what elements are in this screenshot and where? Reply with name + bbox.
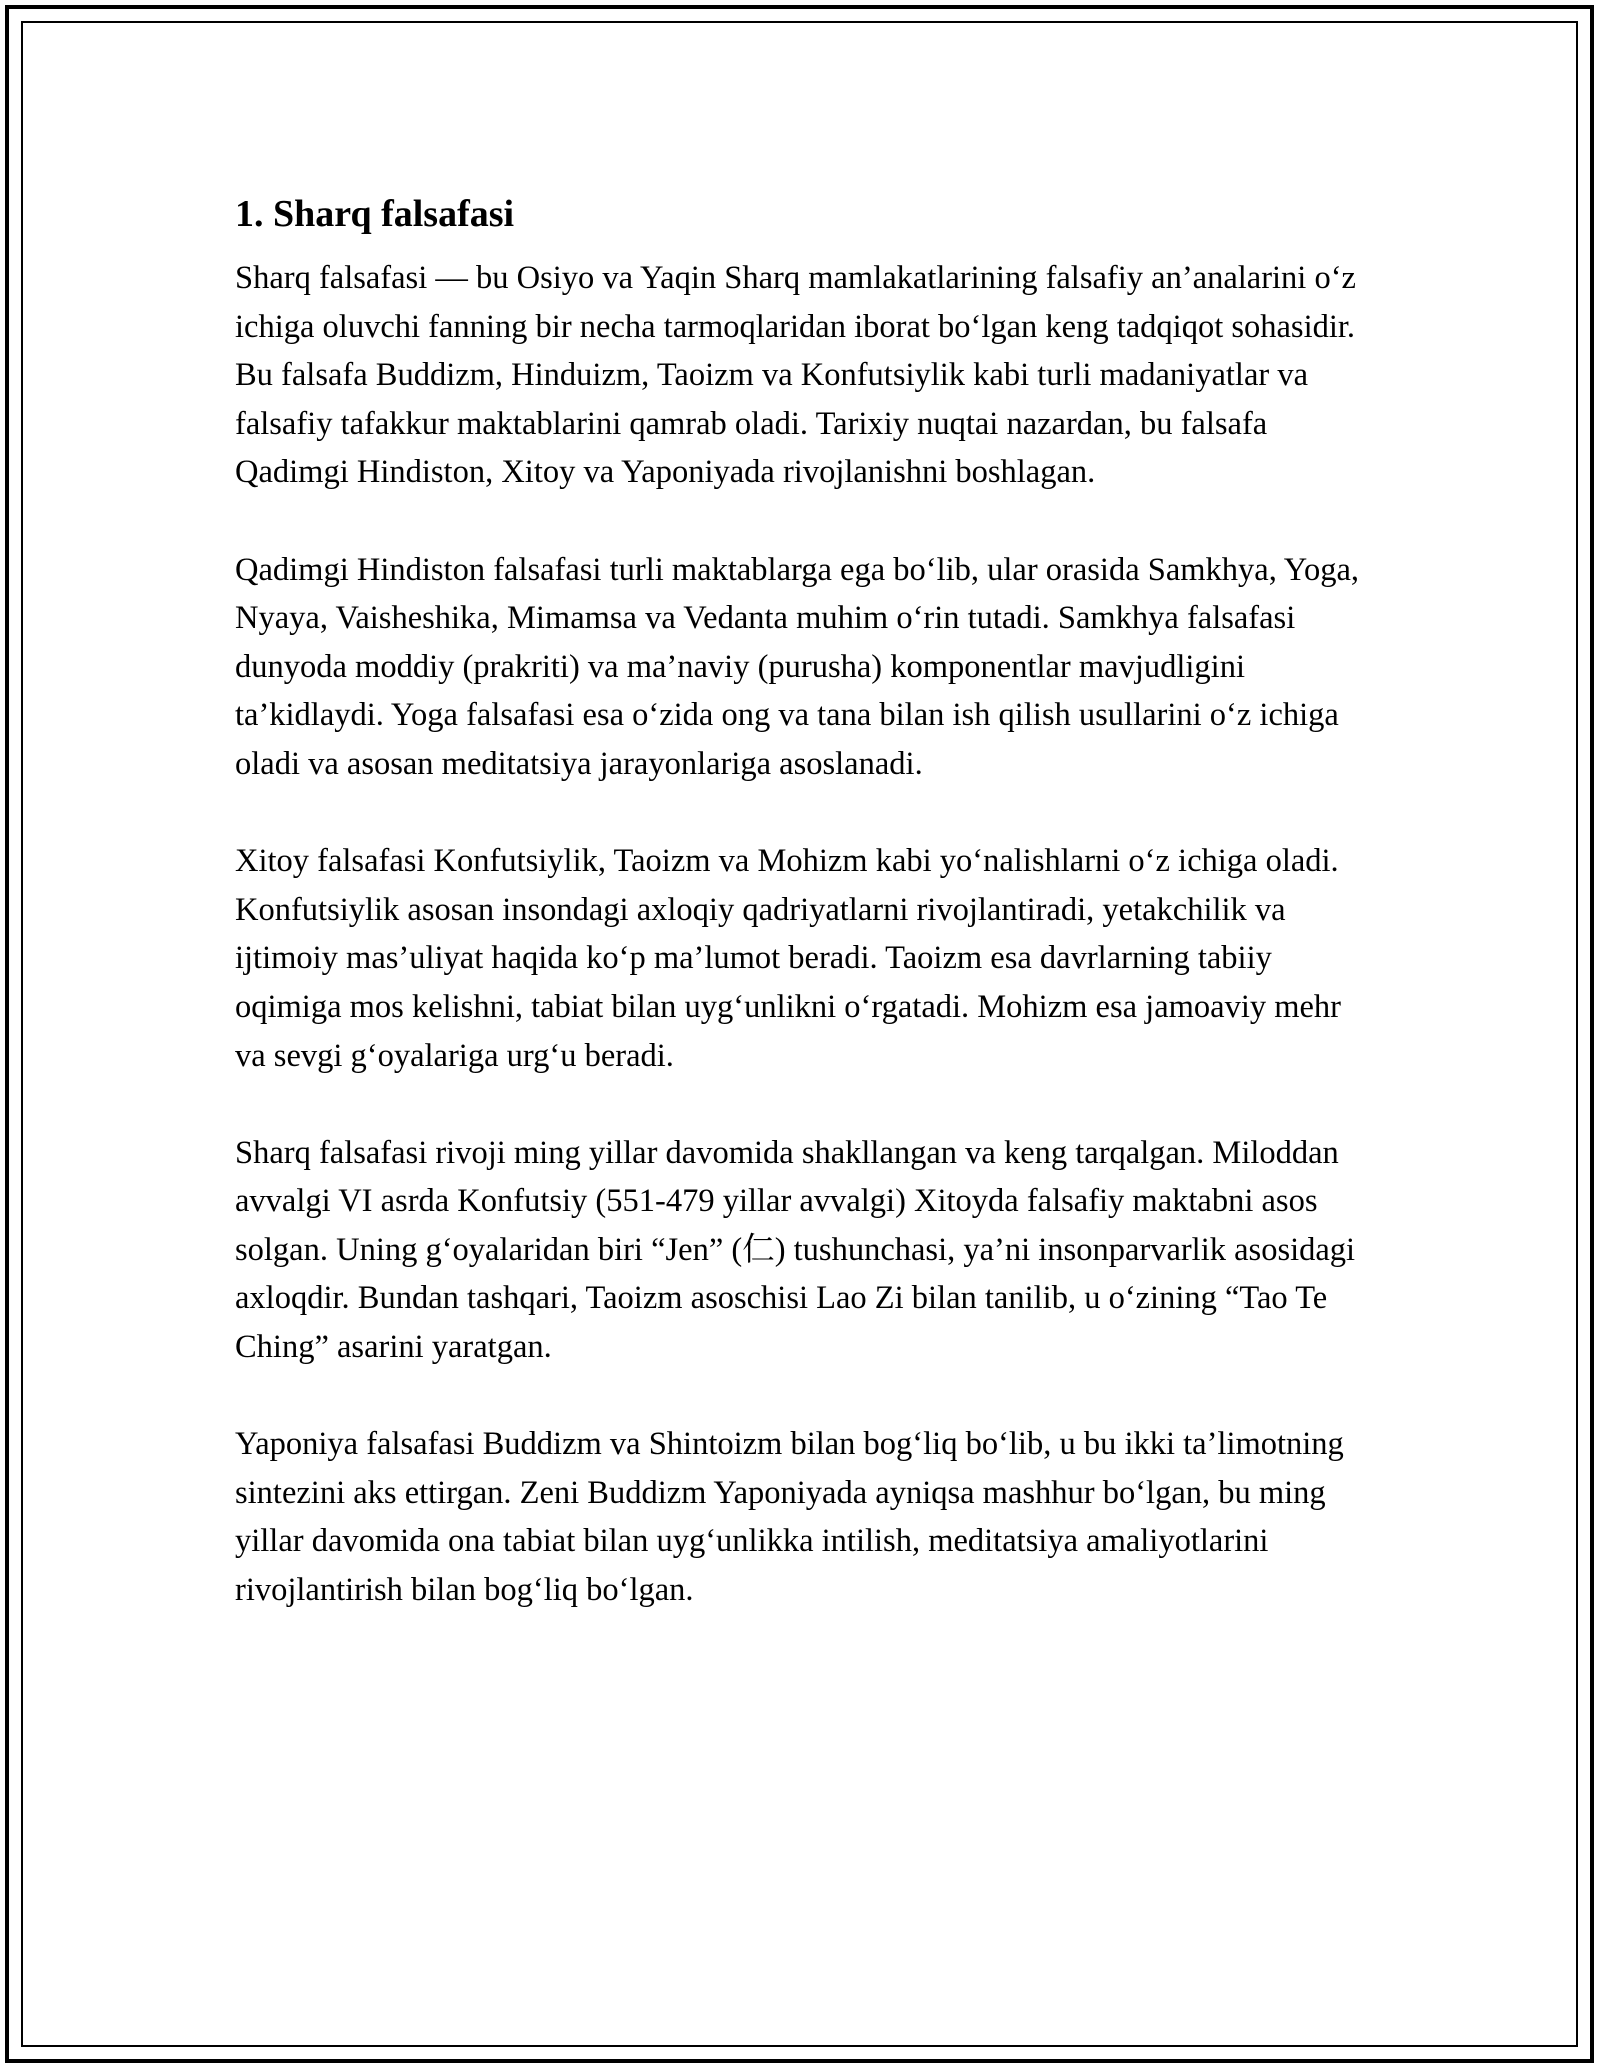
paragraph-history: Sharq falsafasi rivoji ming yillar davomida shakllangan va keng tarqalgan. Miloddan avvalgi VI asrda Konfutsiy (551-479 yillar avvalgi) Xitoyda falsafiy maktabni asos solgan. Uning g‘oyalaridan biri “Jen” (仁) tushunchasi, ya’ni insonparvarlik asosidagi axloqdir. Bundan tashqari, Taoizm asoschisi Lao Zi bilan tanilib, u o‘zining “Tao Te Ching” asarini yaratgan. [235,1134,1356,1366]
paragraph-intro: Sharq falsafasi — bu Osiyo va Yaqin Sharq mamlakatlarining falsafiy an’analarini o‘z ichiga oluvchi fanning bir necha tarmoqlaridan iborat bo‘lgan keng tadqiqot sohasidir. Bu falsafa Buddizm, Hinduizm, Taoizm va Konfutsiylik kabi turli madaniyatlar va falsafiy tafakkur maktablarini qamrab oladi. Tarixiy nuqtai nazardan, bu falsafa Qadimgi Hindiston, Xitoy va Yaponiyada rivojlanishni boshlagan. [235,260,1356,491]
paragraph-japan: Yaponiya falsafasi Buddizm va Shintoizm bilan bog‘liq bo‘lib, u bu ikki ta’limotning sintezini aks ettirgan. Zeni Buddizm Yaponiyada ayniqsa mashhur bo‘lgan, bu ming yillar davomida ona tabiat bilan uyg‘unlikka intilish, meditatsiya amaliyotlarini rivojlantirish bilan bog‘liq bo‘lgan. [235,1426,1344,1609]
document-body [235,186,1375,1615]
paragraph-india: Qadimgi Hindiston falsafasi turli maktablarga ega bo‘lib, ular orasida Samkhya, Yoga, Nyaya, Vaisheshika, Mimamsa va Vedanta muhim o‘rin tutadi. Samkhya falsafasi dunyoda moddiy (prakriti) va ma’naviy (purusha) komponentlar mavjudligini ta’kidlaydi. Yoga falsafasi esa o‘zida ong va tana bilan ish qilish usullarini o‘z ichiga oladi va asosan meditatsiya jarayonlariga asoslanadi. [235,551,1360,782]
paragraph-china: Xitoy falsafasi Konfutsiylik, Taoizm va Mohizm kabi yo‘nalishlarni o‘z ichiga oladi. Konfutsiylik asosan insondagi axloqiy qadriyatlarni rivojlantiradi, yetakchilik va ijtimoiy mas’uliyat haqida ko‘p ma’lumot beradi. Taoizm esa davrlarning tabiiy oqimiga mos kelishni, tabiat bilan uyg‘unlikni o‘rgatadi. Mohizm esa jamoaviy mehr va sevgi g‘oyalariga urg‘u beradi. [235,843,1341,1074]
section-title: 1. Sharq falsafasi [235,193,515,235]
